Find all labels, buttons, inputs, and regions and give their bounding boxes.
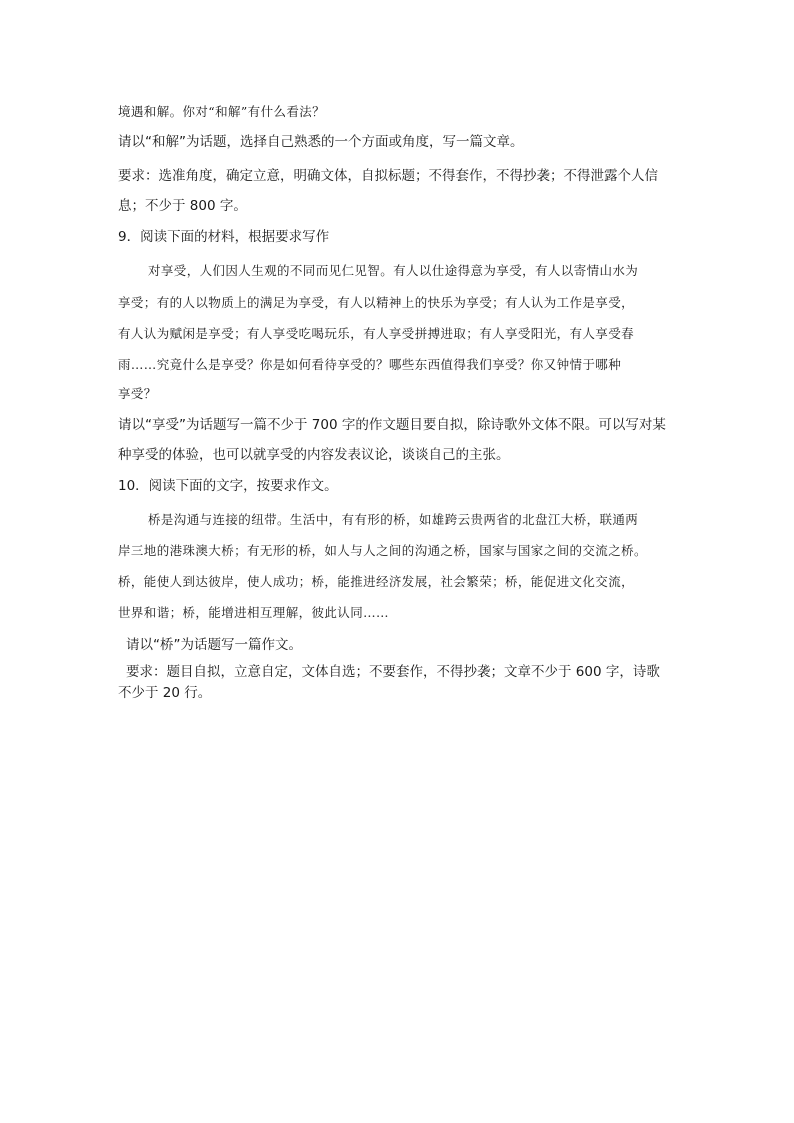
text-line-6: 对享受，人们因人生观的不同而见仁见智。有人以仕途得意为享受，有人以寄情山水为 <box>148 263 639 278</box>
text-line-9: 雨……究竟什么是享受？你是如何看待享受的？哪些东西值得我们享受？你又钟情于哪种 <box>118 357 622 372</box>
text-line-7: 享受；有的人以物质上的满足为享受，有人以精神上的快乐为享受；有人认为工作是享受， <box>118 295 635 310</box>
text-line-1: 境遇和解。你对“和解”有什么看法？ <box>118 104 326 119</box>
question-9-heading: 9．阅读下面的材料，根据要求写作 <box>118 229 330 245</box>
text-line-20: 不少于 20 行。 <box>118 685 212 701</box>
text-line-2: 请以“和解”为话题，选择自己熟悉的一个方面或角度，写一篇文章。 <box>118 134 524 150</box>
text-line-16: 桥，能使人到达彼岸，使人成功；桥，能推进经济发展，社会繁荣；桥，能促进文化交流， <box>118 574 635 589</box>
text-line-18: 请以“桥”为话题写一篇作文。 <box>126 637 302 653</box>
text-line-17: 世界和谐；桥，能增进相互理解，彼此认同…… <box>118 605 389 620</box>
text-line-14: 桥是沟通与连接的纽带。生活中，有有形的桥，如雄跨云贵两省的北盘江大桥，联通两 <box>148 512 639 527</box>
question-10-heading: 10．阅读下面的文字，按要求作文。 <box>118 478 338 494</box>
text-line-19: 要求：题目自拟，立意自定，文体自选；不要套作，不得抄袭；文章不少于 600 字，诗歌 <box>126 664 660 680</box>
text-line-4: 息；不少于 800 字。 <box>118 198 247 214</box>
text-line-15: 岸三地的港珠澳大桥；有无形的桥，如人与人之间的沟通之桥，国家与国家之间的交流之桥。 <box>118 543 647 558</box>
text-line-8: 有人认为赋闲是享受；有人享受吃喝玩乐，有人享受拼搏进取；有人享受阳光，有人享受春 <box>118 326 635 341</box>
text-line-11: 请以“享受”为话题写一篇不少于 700 字的作文题目要自拟，除诗歌外文体不限。可以写对某 <box>118 417 666 433</box>
text-line-10: 享受？ <box>118 386 157 401</box>
text-line-3: 要求：选准角度，确定立意，明确文体，自拟标题；不得套作，不得抄袭；不得泄露个人信 <box>118 168 658 184</box>
text-line-12: 种享受的体验，也可以就享受的内容发表议论，谈谈自己的主张。 <box>118 447 510 463</box>
